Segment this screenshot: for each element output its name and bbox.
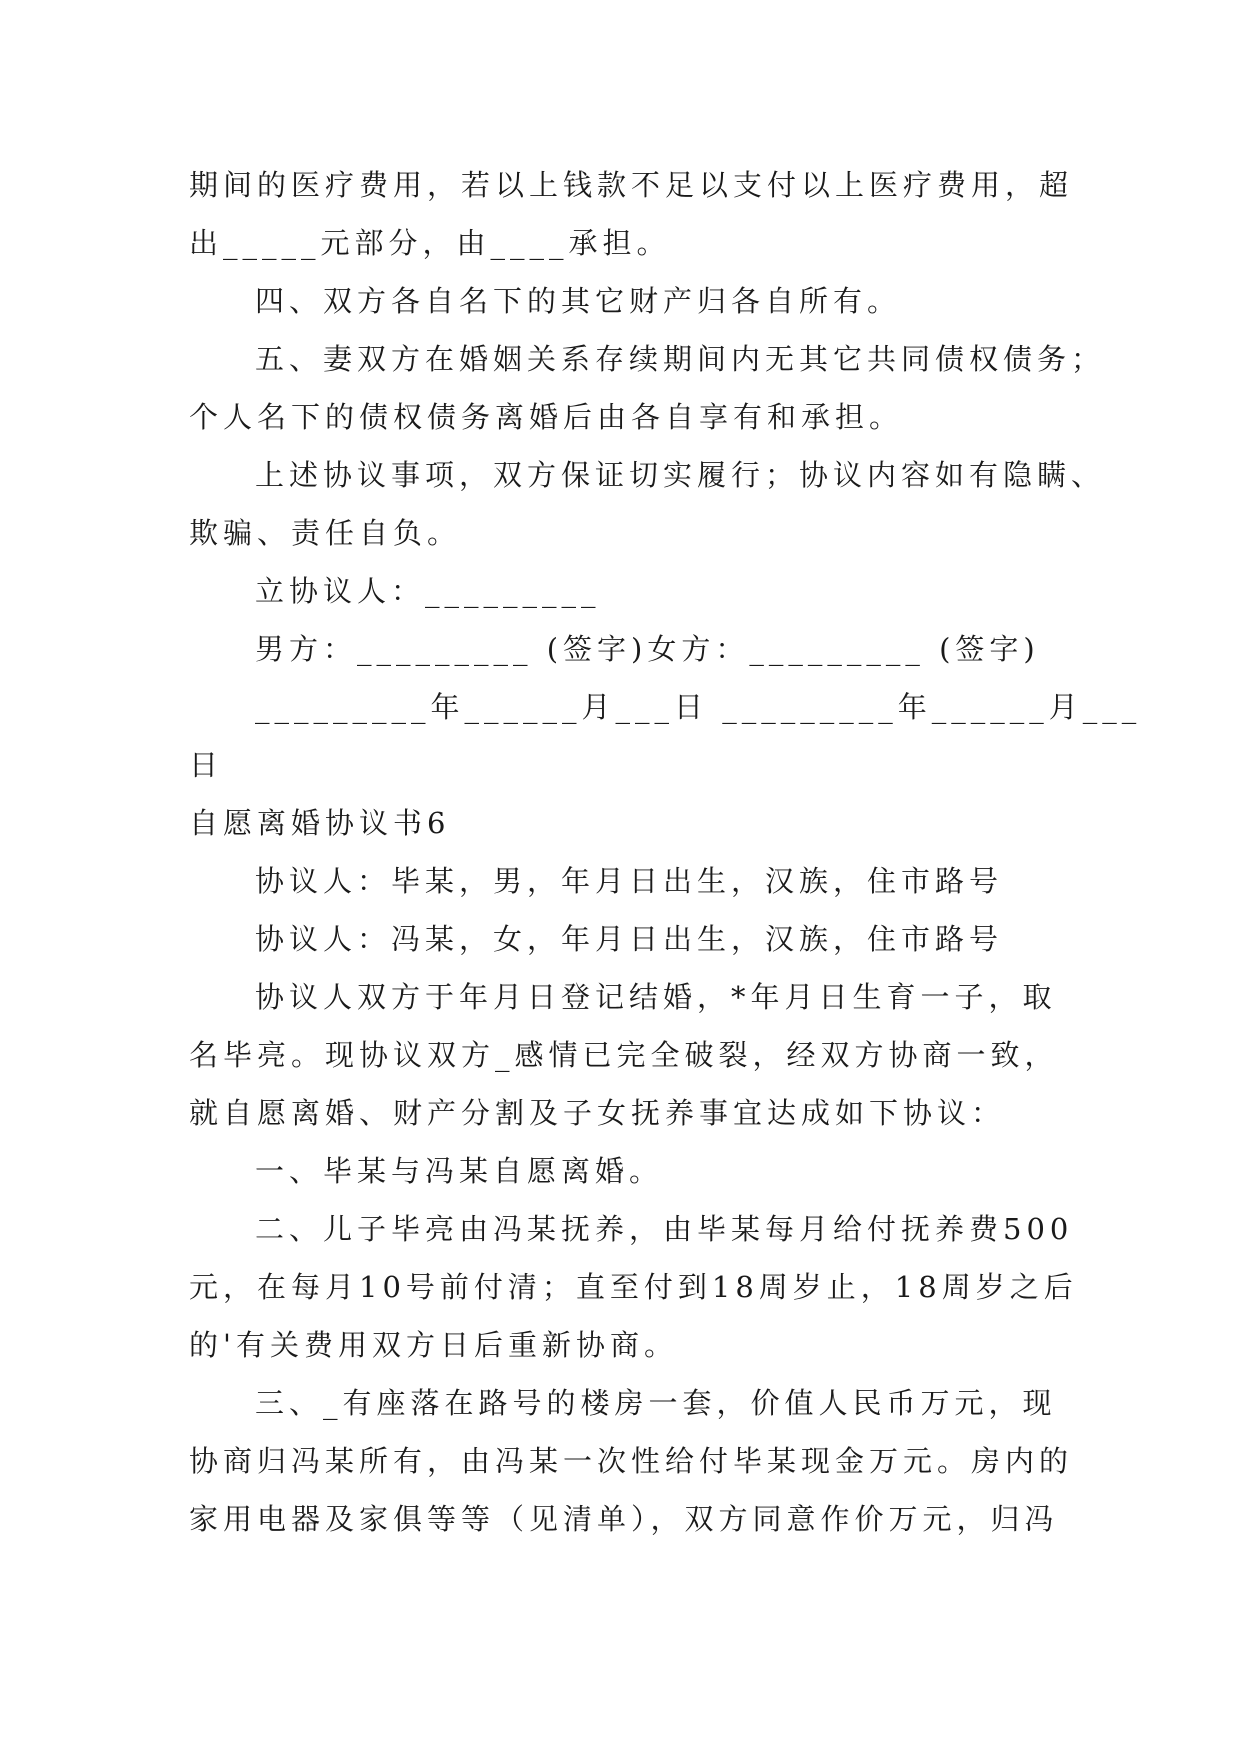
- text-line: 上述协议事项，双方保证切实履行；协议内容如有隐瞒、: [255, 458, 1106, 492]
- text-line: 名毕亮。现协议双方_感情已完全破裂，经双方协商一致，: [189, 1038, 1059, 1072]
- text-line: 协议人双方于年月日登记结婚，*年月日生育一子，取: [255, 980, 1057, 1014]
- text-line: 的'有关费用双方日后重新协商。: [189, 1328, 678, 1362]
- text-line: 日: [189, 748, 224, 782]
- text-line: 元，在每月10号前付清；直至付到18周岁止，18周岁之后: [189, 1270, 1078, 1304]
- text-line: 五、妻双方在婚姻关系存续期间内无其它共同债权债务；: [255, 342, 1106, 376]
- text-line: 男方：_________ (签字)女方：_________ (签字): [255, 632, 1040, 666]
- text-line: 四、双方各自名下的其它财产归各自所有。: [255, 284, 902, 318]
- text-line: 个人名下的债权债务离婚后由各自享有和承担。: [189, 400, 904, 434]
- text-line: 协议人：毕某，男，年月日出生，汉族，住市路号: [255, 864, 1004, 898]
- text-line: _________年______月___日 _________年______月___: [255, 690, 1142, 724]
- text-line: 协议人：冯某，女，年月日出生，汉族，住市路号: [255, 922, 1004, 956]
- section-heading: 自愿离婚协议书6: [189, 806, 451, 840]
- text-line: 协商归冯某所有，由冯某一次性给付毕某现金万元。房内的: [189, 1444, 1074, 1478]
- text-line: 立协议人：_________: [255, 574, 601, 608]
- text-line: 家用电器及家俱等等（见清单），双方同意作价万元，归冯: [189, 1502, 1059, 1536]
- text-line: 期间的医疗费用，若以上钱款不足以支付以上医疗费用，超: [189, 168, 1074, 202]
- text-line: 三、_有座落在路号的楼房一套，价值人民币万元，现: [255, 1386, 1057, 1420]
- text-line: 二、儿子毕亮由冯某抚养，由毕某每月给付抚养费500: [255, 1212, 1074, 1246]
- text-line: 出_____元部分，由____承担。: [189, 226, 671, 260]
- text-line: 欺骗、责任自负。: [189, 516, 462, 550]
- text-line: 就自愿离婚、财产分割及子女抚养事宜达成如下协议：: [189, 1096, 1006, 1130]
- text-line: 一、毕某与冯某自愿离婚。: [255, 1154, 664, 1188]
